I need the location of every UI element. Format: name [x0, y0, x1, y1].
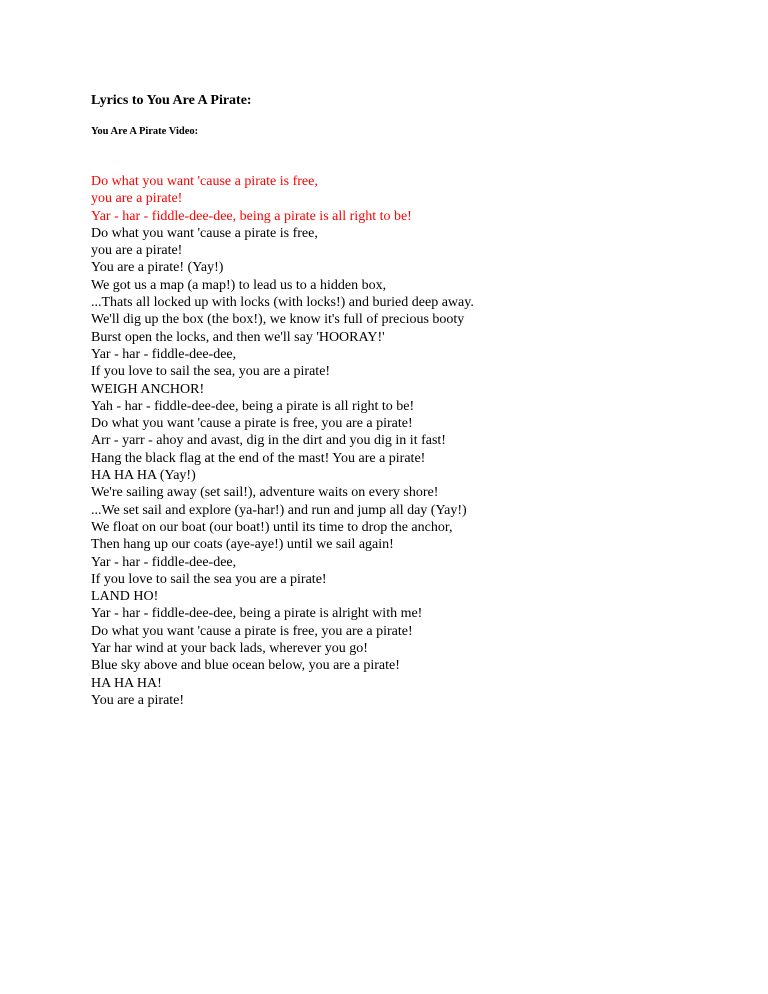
lyric-line: ...Thats all locked up with locks (with locks!) and buried deep away. [91, 295, 474, 311]
lyric-line: We got us a map (a map!) to lead us to a hidden box, [91, 277, 387, 293]
lyric-line: you are a pirate! [91, 191, 183, 207]
video-subtitle: You Are A Pirate Video: [91, 126, 199, 137]
lyric-line: Do what you want 'cause a pirate is free, [91, 174, 318, 189]
lyric-line: HA HA HA! [91, 675, 162, 691]
lyrics-list [91, 173, 711, 709]
lyric-line: Arr - yarr - ahoy and avast, dig in the dirt and you dig in it fast! [91, 433, 446, 449]
lyric-line: HA HA HA (Yay!) [91, 468, 196, 484]
lyric-line: We float on our boat (our boat!) until its time to drop the anchor, [91, 519, 453, 535]
lyric-line: Yar - har - fiddle-dee-dee, being a pirate is alright with me! [91, 606, 423, 622]
lyric-line: LAND HO! [91, 589, 159, 605]
lyric-line: You are a pirate! [91, 692, 185, 708]
lyric-line: WEIGH ANCHOR! [91, 381, 205, 397]
lyric-line: You are a pirate! (Yay!) [91, 260, 224, 276]
lyric-line: If you love to sail the sea, you are a pirate! [91, 364, 331, 380]
lyric-line: If you love to sail the sea you are a pirate! [91, 571, 327, 587]
lyric-line: Yar har wind at your back lads, wherever you go! [91, 641, 368, 657]
lyric-line: Then hang up our coats (aye-aye!) until we sail again! [91, 537, 394, 553]
lyric-line: We're sailing away (set sail!), adventure waits on every shore! [91, 485, 439, 501]
lyric-line: Yar - har - fiddle-dee-dee, [91, 346, 237, 362]
lyric-line: Do what you want 'cause a pirate is free, you are a pirate! [91, 416, 413, 432]
lyric-line: Yah - har - fiddle-dee-dee, being a pirate is all right to be! [91, 398, 415, 414]
lyric-line: ...We set sail and explore (ya-har!) and run and jump all day (Yay!) [91, 502, 467, 518]
lyric-line: Do what you want 'cause a pirate is free, you are a pirate! [91, 623, 413, 639]
lyric-line: you are a pirate! [91, 243, 183, 259]
page-title: Lyrics to You Are A Pirate: [91, 93, 252, 108]
lyric-line: Hang the black flag at the end of the mast! You are a pirate! [91, 450, 426, 466]
lyric-line: Yar - har - fiddle-dee-dee, [91, 554, 237, 570]
lyric-line: Do what you want 'cause a pirate is free, [91, 225, 318, 241]
lyric-line: Blue sky above and blue ocean below, you are a pirate! [91, 658, 400, 674]
lyric-line: Burst open the locks, and then we'll say 'HOORAY!' [91, 329, 385, 345]
lyric-line: Yar - har - fiddle-dee-dee, being a pirate is all right to be! [91, 208, 412, 224]
lyric-line: We'll dig up the box (the box!), we know it's full of precious booty [91, 312, 465, 328]
